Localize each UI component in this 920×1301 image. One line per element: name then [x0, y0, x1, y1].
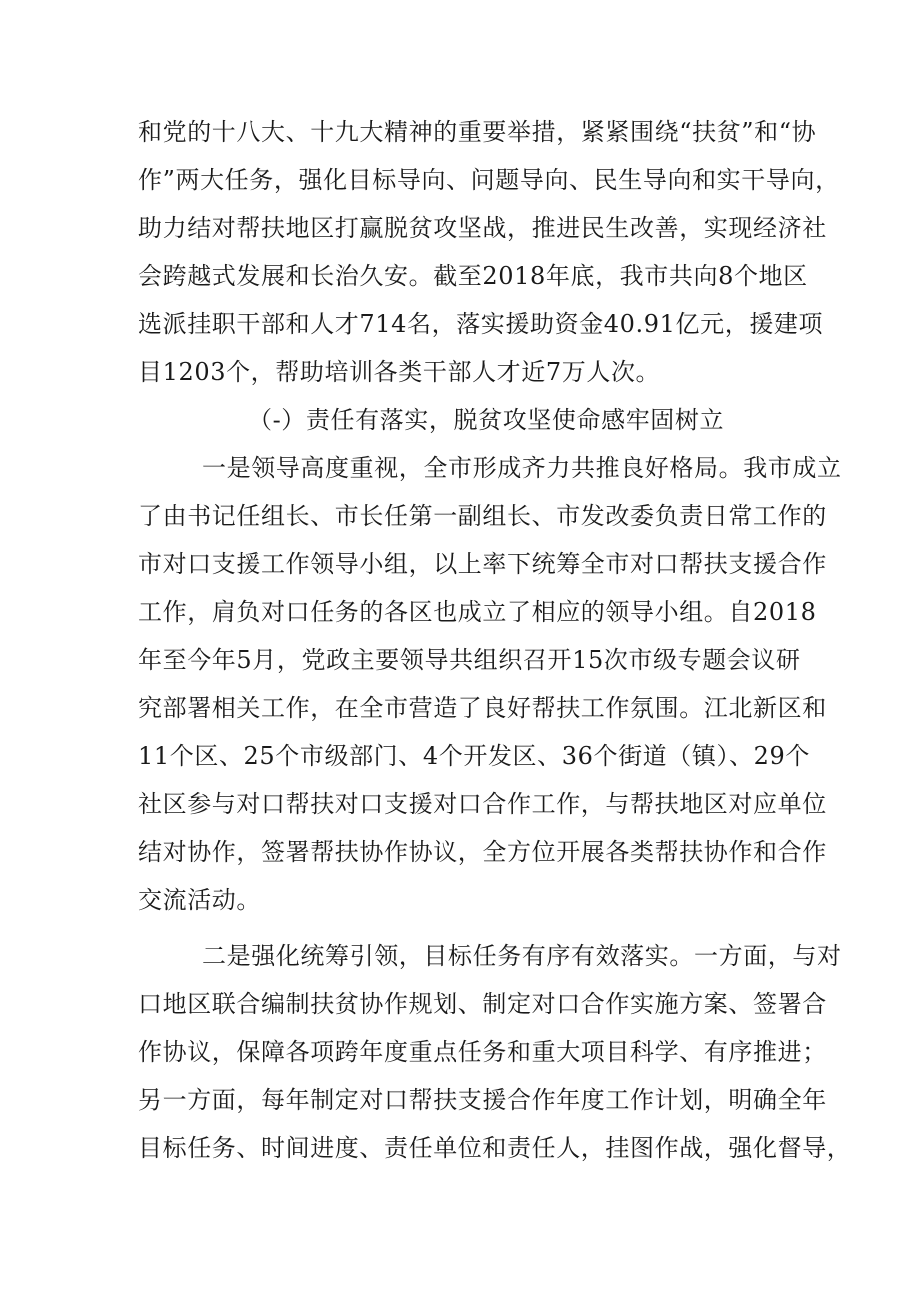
- text-line: 了由书记任组长、市长任第一副组长、市发改委负责日常工作的: [138, 502, 827, 530]
- text-line: 一是领导高度重视，全市形成齐力共推良好格局。我市成立: [202, 454, 842, 482]
- paragraph-gap: [138, 924, 808, 932]
- text-line: 作”两大任务，强化目标导向、问题导向、民生导向和实干导向，: [138, 166, 840, 194]
- text-line: 目标任务、时间进度、责任单位和责任人，挂图作战，强化督导，: [138, 1134, 852, 1162]
- text-line: 目1203个，帮助培训各类干部人才近7万人次。: [138, 358, 661, 386]
- section-heading: （-）责任有落实，脱贫攻坚使命感牢固树立: [248, 406, 725, 434]
- text-line: 市对口支援工作领导小组，以上率下统筹全市对口帮扶支援合作: [138, 550, 827, 578]
- text-line: 二是强化统筹引领，目标任务有序有效落实。一方面，与对: [202, 942, 842, 970]
- text-line: 年至今年5月，党政主要领导共组织召开15次市级专题会议研: [138, 646, 801, 674]
- text-line: 口地区联合编制扶贫协作规划、制定对口合作实施方案、签署合: [138, 990, 827, 1018]
- text-line: 助力结对帮扶地区打赢脱贫攻坚战，推进民生改善，实现经济社: [138, 214, 827, 242]
- text-line: 结对协作，签署帮扶协作协议，全方位开展各类帮扶协作和合作: [138, 838, 827, 866]
- text-line: 作协议，保障各项跨年度重点任务和重大项目科学、有序推进；: [138, 1038, 827, 1066]
- text-line: 交流活动。: [138, 886, 261, 914]
- document-body: [138, 108, 852, 1172]
- text-line: 社区参与对口帮扶对口支援对口合作工作，与帮扶地区对应单位: [138, 790, 827, 818]
- text-line: 究部署相关工作，在全市营造了良好帮扶工作氛围。江北新区和: [138, 694, 827, 722]
- text-line: 和党的十八大、十九大精神的重要举措，紧紧围绕“扶贫”和“协: [138, 118, 817, 146]
- text-line: 会跨越式发展和长治久安。截至2018年底，我市共向8个地区: [138, 262, 808, 290]
- text-line: 工作，肩负对口任务的各区也成立了相应的领导小组。自2018: [138, 598, 817, 626]
- text-line: 11个区、25个市级部门、4个开发区、36个街道（镇）、29个: [138, 742, 811, 770]
- text-line: 选派挂职干部和人才714名，落实援助资金40.91亿元，援建项: [138, 310, 824, 338]
- text-line: 另一方面，每年制定对口帮扶支援合作年度工作计划，明确全年: [138, 1086, 827, 1114]
